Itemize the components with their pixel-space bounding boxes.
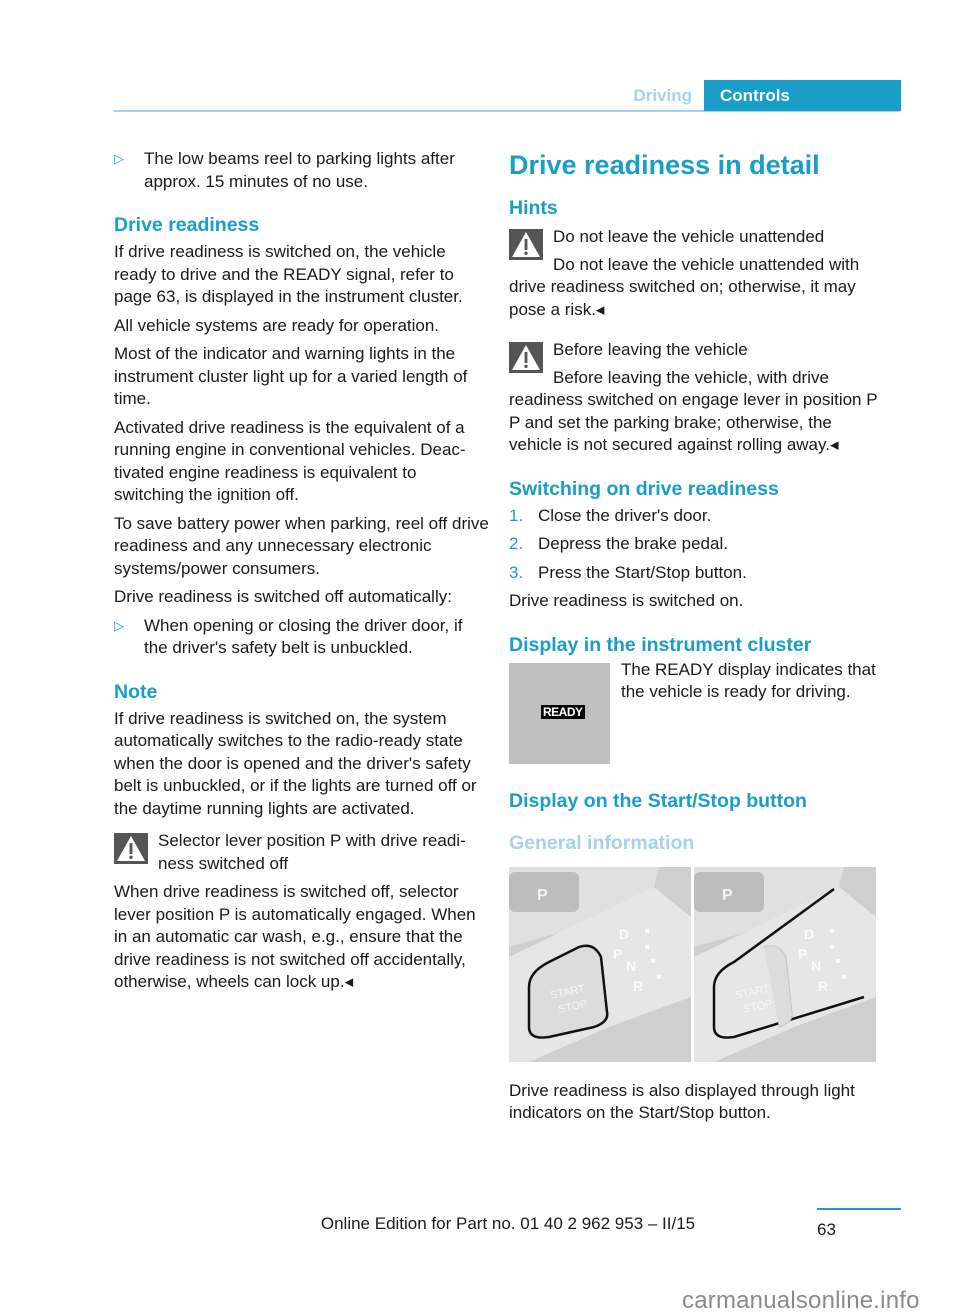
paragraph: All vehicle systems are ready for operation. [114, 315, 440, 335]
warning-block [509, 339, 879, 457]
warning-body: When drive readiness is switched off, selector lever position P is automatically engaged. When in an automatic car wash, e.g., ensure that the drive readiness is not switched off accidentally, otherwise, wheels can lock up.◂ [114, 882, 476, 991]
park-label: P [722, 886, 733, 904]
paragraph: Drive readiness is also displayed through light indicators on the Start/Stop button. [509, 1080, 855, 1122]
svg-text:R: R [818, 977, 829, 994]
warning-triangle-icon [114, 833, 148, 864]
warning-block [114, 830, 490, 994]
triangle-bullet-icon: ▷ [114, 617, 124, 633]
step-text: Close the driver's door. [538, 505, 712, 525]
warning-title: Before leaving the vehicle [553, 340, 748, 359]
page-number: 63 [817, 1220, 836, 1239]
paragraph: Activated drive readiness is the equivalent of a running engine in conventional vehicles. Deactivated engine readiness is equivalent to switching the ignition off. [114, 417, 466, 504]
svg-text:P: P [613, 945, 623, 962]
header-section-label: Driving [633, 86, 692, 105]
svg-text:R: R [633, 977, 644, 994]
bullet-text: The low beams reel to parking lights after approx. 15 minutes of no use. [144, 149, 455, 191]
step-item [509, 562, 879, 585]
warning-title: Do not leave the vehicle unattended [553, 227, 825, 246]
section-heading-switching-on: Switching on drive readiness [509, 477, 779, 500]
svg-text:D: D [804, 925, 815, 942]
start-stop-illustration-2 [694, 867, 876, 1062]
paragraph: Drive readiness is switched off automatically: [114, 587, 452, 606]
warning-body [509, 367, 879, 457]
footer-rule [817, 1208, 901, 1210]
svg-text:N: N [811, 957, 822, 974]
step-item [509, 505, 879, 528]
svg-text:STOP: STOP [742, 997, 774, 1016]
right-column [509, 148, 879, 1131]
subheading-general-information: General information [509, 831, 695, 854]
svg-text:START: START [734, 982, 771, 1002]
svg-text:P: P [798, 945, 808, 962]
page-title: Drive readiness in detail [509, 150, 820, 180]
header-chapter-tab: Controls [704, 80, 901, 111]
step-text: Depress the brake pedal. [538, 534, 728, 553]
bullet-text: When opening or closing the driver door, if the driver's safety belt is unbuckled. [144, 615, 463, 657]
paragraph: If drive readiness is switched on, the system automatically switches to the radio-ready state when the door is opened and the driver's safety belt is unbuckled, or if the lights are turned off or the daytime running lights are activated. [114, 708, 477, 818]
triangle-bullet-icon: ▷ [114, 151, 124, 166]
steps-list [509, 505, 879, 585]
warning-triangle-icon [509, 229, 543, 260]
warning-triangle-icon [509, 342, 543, 373]
left-column [114, 148, 490, 1000]
ready-display-block [509, 659, 879, 769]
section-heading-hints: Hints [509, 197, 558, 219]
svg-text:START: START [549, 982, 586, 1002]
warning-block [509, 226, 879, 321]
watermark: carmanualsonline.info [682, 1287, 920, 1314]
svg-text:N: N [626, 957, 637, 974]
start-stop-illustrations [509, 867, 876, 1062]
section-heading-note: Note [114, 680, 158, 703]
start-stop-illustration-1 [509, 867, 691, 1062]
paragraph: Drive readiness is switched on. [509, 591, 744, 610]
warning-body [509, 254, 879, 322]
park-label: P [537, 886, 548, 904]
ready-description: The READY display indicates that the vehicle is ready for driving. [621, 659, 876, 701]
step-number: 2. [509, 534, 524, 553]
footer-edition: Online Edition for Part no. 01 40 2 962 953 – II/15 [320, 1214, 696, 1233]
step-number: 1. [509, 505, 524, 525]
step-number: 3. [509, 562, 524, 582]
section-heading-drive-readiness: Drive readiness [114, 214, 260, 236]
paragraph: If drive readiness is switched on, the vehicle ready to drive and the READY signal, refer to page 63, is displayed in the instrument cluster. [114, 242, 463, 306]
ready-label: READY [543, 704, 583, 719]
warning-body-text: Do not leave the vehicle unattended with drive readiness switched on; otherwise, it may pose a risk.◂ [509, 254, 860, 319]
step-item [509, 533, 879, 556]
svg-text:STOP: STOP [557, 997, 589, 1016]
step-text: Press the Start/Stop button. [538, 562, 747, 582]
ready-indicator-image [509, 663, 610, 764]
bullet-item [114, 615, 490, 660]
bullet-item [114, 148, 490, 193]
section-heading-instrument-cluster: Display in the instrument cluster [509, 633, 812, 656]
svg-text:D: D [619, 925, 630, 942]
section-heading-start-stop: Display on the Start/Stop button [509, 789, 807, 812]
paragraph: To save battery power when parking, reel off drive readiness and any unnecessary electronic systems/power consumers. [114, 513, 489, 578]
warning-body-text: Before leaving the vehicle, with drive readiness switched on engage lever in position P P and set the parking brake; otherwise, the vehicle is not secured against rolling away.◂ [509, 367, 878, 454]
warning-title: Selector lever position P with drive readiness switched off [158, 831, 466, 873]
paragraph: Most of the indicator and warning lights in the instrument cluster light up for a varied length of time. [114, 344, 468, 408]
